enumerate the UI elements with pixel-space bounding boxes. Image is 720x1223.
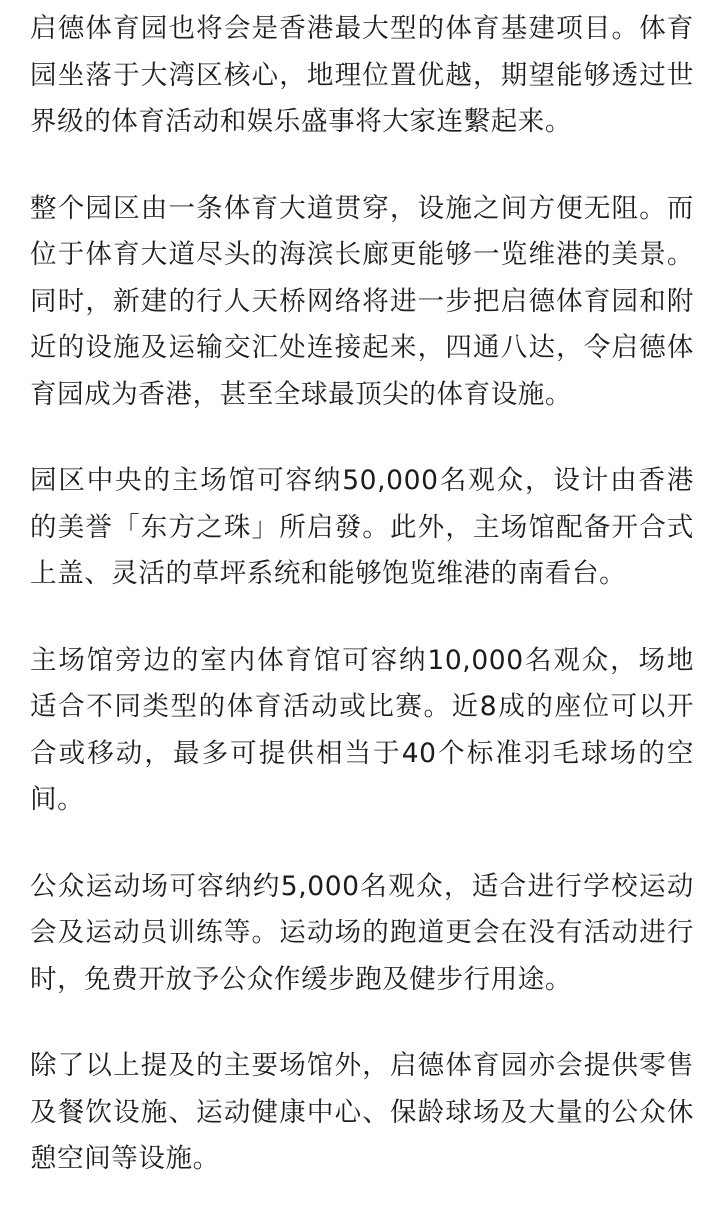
- article-paragraph-other-facilities: 除了以上提及的主要场馆外，启德体育园亦会提供零售及餐饮设施、运动健康中心、保龄球场及大量的公众休憩空间等设施。: [30, 1050, 694, 1174]
- article-body: [30, 6, 694, 1223]
- article-paragraph-layout: 整个园区由一条体育大道贯穿，设施之间方便无阻。而位于体育大道尽头的海滨长廊更能够一览维港的美景。同时，新建的行人天桥网络将进一步把启德体育园和附近的设施及运输交汇处连接起来，四通八达，令启德体育园成为香港，甚至全球最顶尖的体育设施。: [30, 192, 694, 410]
- article-paragraph-intro: 启德体育园也将会是香港最大型的体育基建项目。体育园坐落于大湾区核心，地理位置优越，期望能够透过世界级的体育活动和娱乐盛事将大家连繫起来。: [30, 13, 694, 137]
- article-paragraph-public-sports-ground: 公众运动场可容纳约5,000名观众，适合进行学校运动会及运动员训练等。运动场的跑道更会在没有活动进行时，免费开放予公众作缓步跑及健步行用途。: [30, 870, 694, 995]
- article-paragraph-indoor-arena: 主场馆旁边的室内体育馆可容纳10,000名观众，场地适合不同类型的体育活动或比赛。近8成的座位可以开合或移动，最多可提供相当于40个标准羽毛球场的空间。: [30, 644, 694, 815]
- article-paragraph-main-stadium: 园区中央的主场馆可容纳50,000名观众，设计由香港的美誉「东方之珠」所启發。此外，主场馆配备开合式上盖、灵活的草坪系统和能够饱览维港的南看台。: [30, 465, 694, 589]
